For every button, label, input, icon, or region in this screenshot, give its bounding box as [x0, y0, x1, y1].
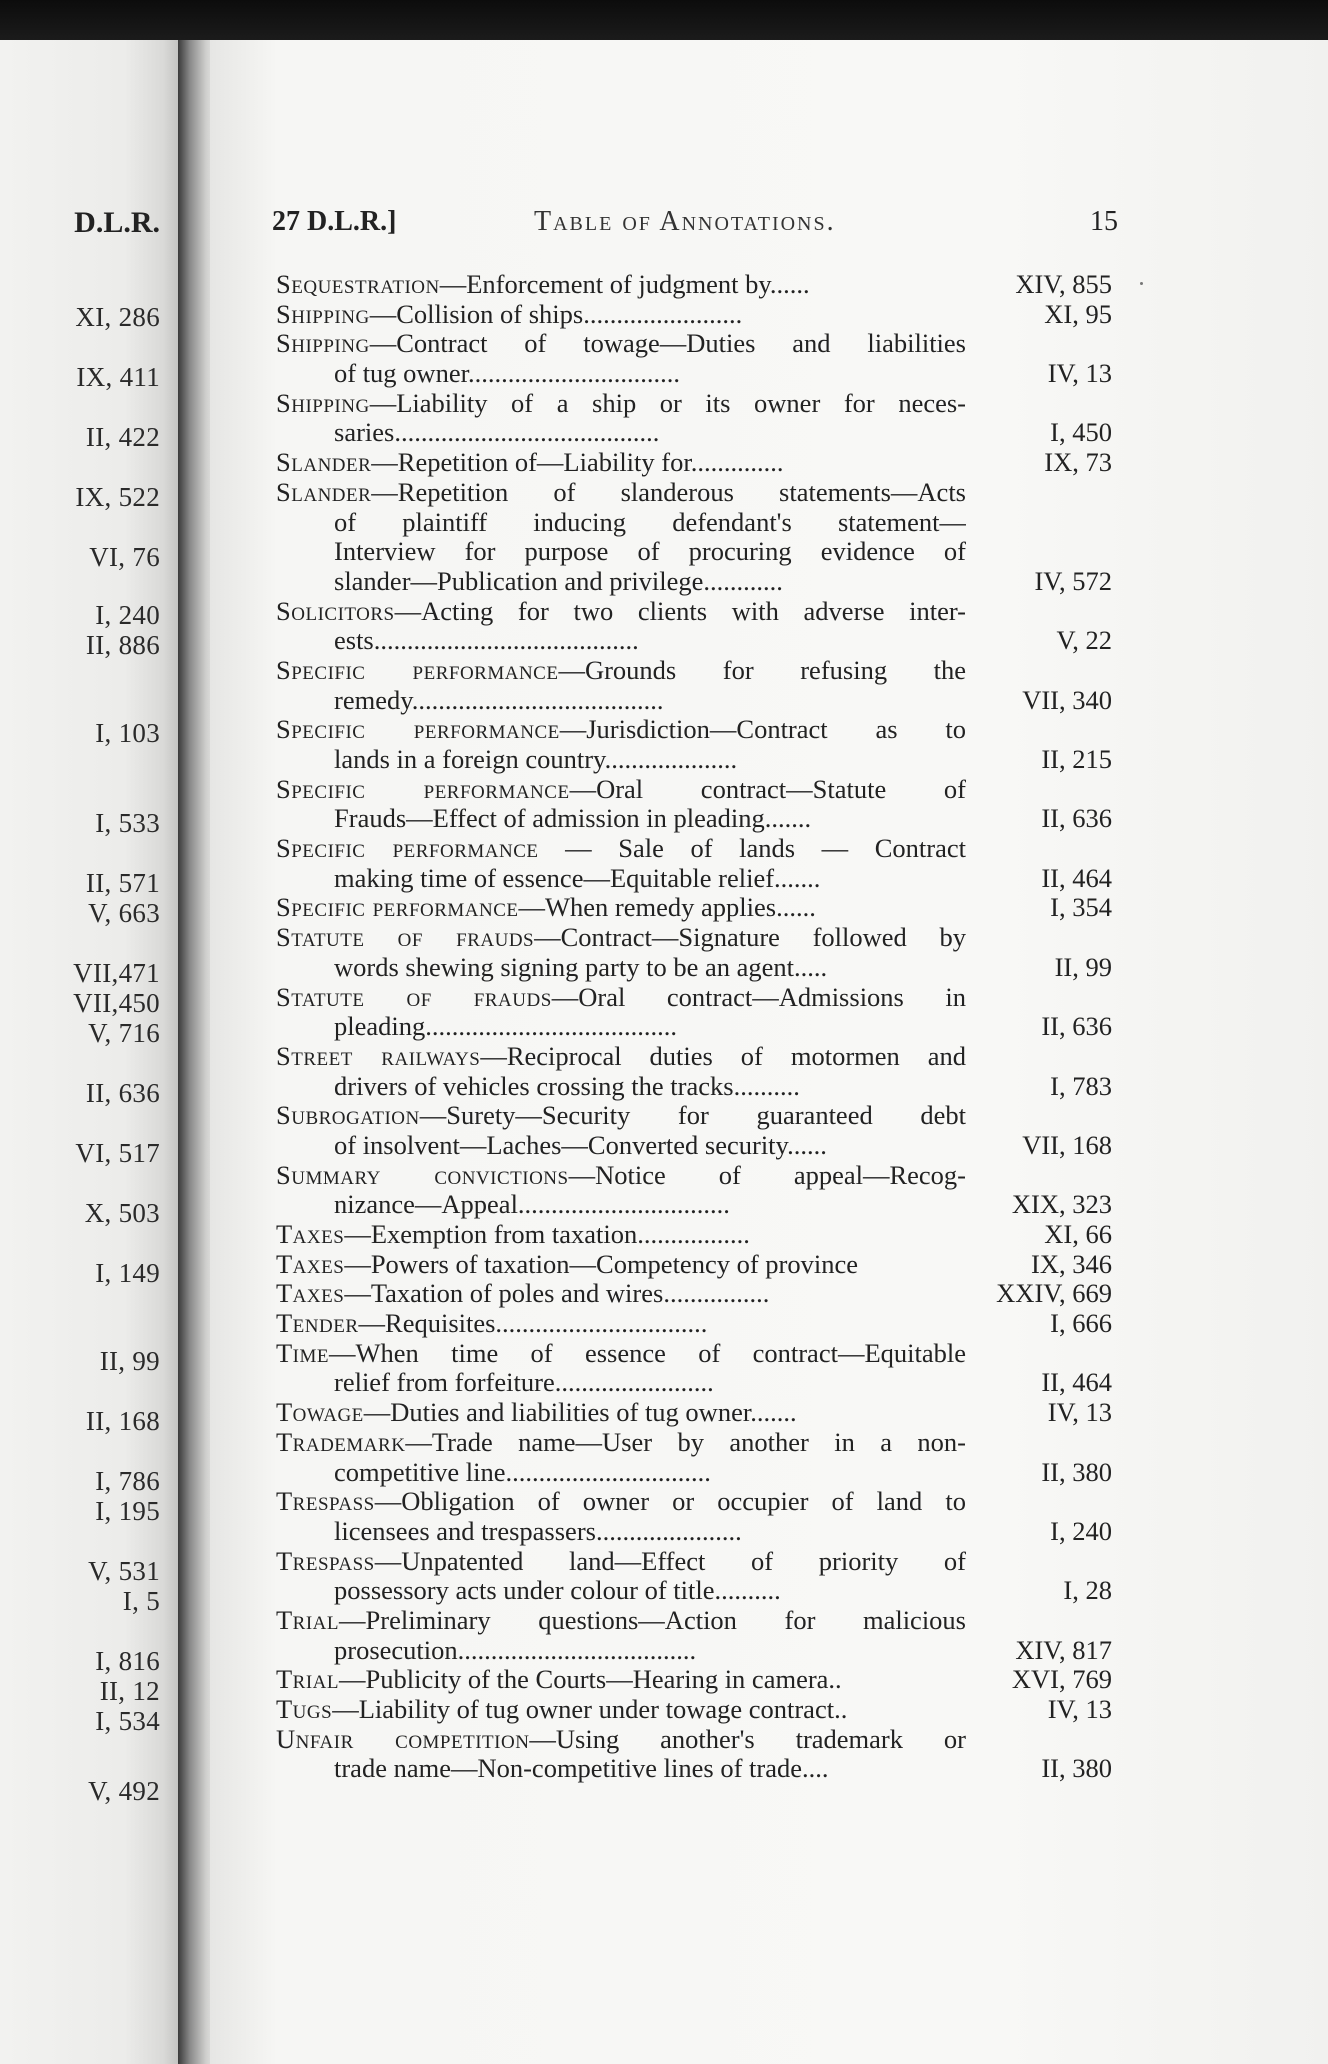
- index-heading: Taxes: [276, 1249, 345, 1279]
- previous-page-reference: I, 786: [95, 1466, 160, 1496]
- index-entry: [276, 1725, 1118, 1784]
- index-description: —Enforcement of judgment by......: [439, 270, 810, 299]
- previous-page-reference: I, 240: [95, 600, 160, 630]
- index-entry: [276, 1250, 1118, 1280]
- index-description: —Publicity of the Courts—Hearing in camera..: [339, 1665, 842, 1695]
- volume-page-reference: XXIV, 669: [996, 1278, 1112, 1309]
- index-description: nizance—Appeal................................: [334, 1190, 730, 1220]
- index-entry-text: [276, 1279, 966, 1309]
- running-head: [272, 206, 1118, 246]
- volume-page-reference: II, 636: [1041, 803, 1112, 834]
- index-description: —When time of essence of contract—Equitable: [329, 1338, 966, 1368]
- previous-page-reference: V, 716: [88, 1018, 160, 1048]
- index-entry-text: [276, 448, 966, 478]
- index-description: —Taxation of poles and wires................: [344, 1279, 770, 1309]
- index-heading: Time: [276, 1338, 330, 1368]
- index-entry-line: [276, 1517, 1118, 1547]
- index-description: —Duties and liabilities of tug owner.......: [363, 1398, 797, 1428]
- index-entry-line: [276, 953, 1118, 983]
- index-entry-line: [276, 1012, 1118, 1042]
- index-description: —Surety—Security for guaranteed debt: [419, 1101, 966, 1131]
- index-heading: Street railways: [276, 1041, 481, 1071]
- index-description: —Powers of taxation—Competency of province: [344, 1249, 858, 1279]
- volume-page-reference: II, 380: [1041, 1753, 1112, 1784]
- index-entry-text: [276, 983, 966, 1013]
- index-entry-line: [276, 1072, 1118, 1102]
- index-description: lands in a foreign country....................: [334, 745, 738, 774]
- index-description: —Liability of a ship or its owner for neces-: [369, 388, 966, 418]
- volume-page-reference: II, 380: [1041, 1456, 1112, 1487]
- volume-page-reference: IX, 346: [1031, 1248, 1112, 1279]
- previous-page-reference: II, 168: [85, 1406, 160, 1436]
- index-heading: Unfair competition: [276, 1724, 530, 1754]
- index-entry-text: [334, 1576, 966, 1606]
- index-description: —Jurisdiction—Contract as to: [559, 715, 966, 745]
- index-entry: [276, 656, 1118, 715]
- index-entry: [276, 1487, 1118, 1546]
- index-heading: Trial: [276, 1605, 340, 1635]
- previous-page-reference: I, 5: [122, 1586, 160, 1616]
- index-description: trade name—Non-competitive lines of trade....: [334, 1754, 829, 1784]
- index-entry-line: [276, 270, 1118, 300]
- index-entry-text: [276, 478, 966, 508]
- index-description: —Notice of appeal—Recog-: [568, 1160, 966, 1190]
- volume-page-reference: XI, 95: [1044, 298, 1112, 329]
- index-description: pleading......................................: [334, 1012, 677, 1042]
- index-description: slander—Publication and privilege............: [334, 566, 783, 596]
- page-number: 15: [1090, 206, 1118, 237]
- volume-page-reference: IV, 13: [1047, 358, 1112, 389]
- index-description: —Grounds for refusing the: [558, 655, 966, 685]
- index-entry-text: [334, 567, 966, 597]
- index-entry-text: [276, 893, 966, 923]
- volume-page-reference: II, 99: [1054, 951, 1112, 982]
- index-entry-text: [276, 1487, 966, 1517]
- index-description: possessory acts under colour of title..........: [334, 1576, 781, 1606]
- index-entry-line: [276, 1339, 1118, 1369]
- index-heading: Statute of frauds: [276, 982, 552, 1012]
- index-entry-text: [334, 745, 966, 775]
- index-entry-text: [334, 1072, 966, 1102]
- index-entry: [276, 1695, 1118, 1725]
- index-entry: [276, 1220, 1118, 1250]
- index-heading: Specific performance: [276, 655, 559, 685]
- index-entry-text: [334, 508, 966, 538]
- previous-page-reference: V, 531: [88, 1556, 160, 1586]
- index-heading: Towage: [276, 1398, 364, 1428]
- index-entry: [276, 834, 1118, 893]
- previous-page-reference: II, 12: [99, 1676, 160, 1706]
- volume-label: 27 D.L.R.]: [272, 206, 397, 237]
- index-entry-text: [276, 1339, 966, 1369]
- index-entry-line: [276, 1547, 1118, 1577]
- index-heading: Trial: [276, 1665, 340, 1695]
- index-entry-text: [276, 1101, 966, 1131]
- index-heading: Specific performance: [276, 893, 519, 923]
- previous-page-reference: V, 663: [88, 898, 160, 928]
- index-entry-text: [276, 1309, 966, 1339]
- index-description: saries........................................: [334, 418, 660, 448]
- index-entry-line: [276, 1131, 1118, 1161]
- index-entry-text: [276, 1695, 966, 1725]
- index-entry-text: [276, 1398, 966, 1428]
- volume-page-reference: IX, 73: [1044, 447, 1112, 478]
- previous-page-reference: V, 492: [88, 1776, 160, 1806]
- previous-page-reference: XI, 286: [75, 302, 160, 332]
- index-entry-text: [276, 1161, 966, 1191]
- index-heading: Trademark: [276, 1427, 406, 1457]
- index-entry-line: [276, 1458, 1118, 1488]
- previous-page-reference: VI, 76: [89, 542, 160, 572]
- index-entry-line: [276, 1576, 1118, 1606]
- index-description: —Unpatented land—Effect of priority of: [374, 1546, 966, 1576]
- index-heading: Tugs: [276, 1695, 333, 1724]
- index-description: remedy......................................: [334, 685, 664, 715]
- index-entry-line: [276, 1368, 1118, 1398]
- index-heading: Subrogation: [276, 1101, 420, 1131]
- volume-page-reference: VII, 168: [1022, 1129, 1112, 1160]
- previous-page-reference: II, 571: [85, 868, 160, 898]
- index-entry-line: [276, 1606, 1118, 1636]
- index-entry-line: [276, 1161, 1118, 1191]
- index-description: making time of essence—Equitable relief.......: [334, 863, 821, 893]
- index-description: —Oral contract—Statute of: [569, 774, 966, 804]
- previous-page-reference: II, 422: [85, 422, 160, 452]
- index-entry-line: [276, 537, 1118, 567]
- volume-page-reference: II, 464: [1041, 862, 1112, 893]
- index-entry: [276, 1428, 1118, 1487]
- index-entry: [276, 1309, 1118, 1339]
- index-entry: [276, 1339, 1118, 1398]
- volume-page-reference: IV, 13: [1047, 1694, 1112, 1724]
- index-entry-line: [276, 1220, 1118, 1250]
- index-entry-line: [276, 478, 1118, 508]
- index-heading: Shipping: [276, 299, 370, 329]
- index-description: words shewing signing party to be an agent.....: [334, 952, 828, 982]
- index-entry: [276, 597, 1118, 656]
- index-heading: Slander: [276, 448, 372, 478]
- volume-page-reference: I, 450: [1050, 417, 1112, 448]
- index-entry-line: [276, 864, 1118, 894]
- index-entry-text: [276, 597, 966, 627]
- scan-top-edge: [0, 0, 1328, 40]
- previous-page-reference: I, 103: [95, 718, 160, 748]
- volume-page-reference: I, 240: [1050, 1515, 1112, 1546]
- index-entry-line: [276, 1250, 1118, 1280]
- page-title: Table of Annotations.: [534, 206, 836, 237]
- index-entry-text: [334, 1131, 966, 1161]
- index-description: —Obligation of owner or occupier of land to: [374, 1487, 966, 1517]
- volume-page-reference: II, 464: [1041, 1367, 1112, 1398]
- index-entry-line: [276, 656, 1118, 686]
- index-entry-line: [276, 389, 1118, 419]
- index-entry-text: [276, 1220, 966, 1250]
- index-entry-line: [276, 567, 1118, 597]
- index-heading: Trespass: [276, 1487, 375, 1517]
- volume-page-reference: II, 636: [1041, 1011, 1112, 1042]
- index-description: —Liability of tug owner under towage contract..: [332, 1695, 848, 1724]
- index-entry: [276, 715, 1118, 774]
- index-heading: Summary convictions: [276, 1160, 569, 1190]
- index-description: —Reciprocal duties of motormen and: [480, 1041, 966, 1071]
- index-entry-text: [334, 626, 966, 656]
- index-entry-line: [276, 804, 1118, 834]
- index-entry-text: [276, 1250, 966, 1280]
- index-description: —Contract—Signature followed by: [534, 923, 966, 953]
- index-entry-line: [276, 686, 1118, 716]
- index-description: competitive line...............................: [334, 1457, 711, 1487]
- index-heading: Taxes: [276, 1220, 345, 1249]
- index-entry-text: [276, 329, 966, 359]
- volume-page-reference: XIV, 817: [1015, 1634, 1112, 1665]
- index-description: —Contract of towage—Duties and liabilities: [369, 329, 966, 359]
- index-description: Frauds—Effect of admission in pleading.......: [334, 804, 812, 834]
- index-entry-line: [276, 1487, 1118, 1517]
- index-entry-line: [276, 329, 1118, 359]
- index-entry: [276, 1161, 1118, 1220]
- index-heading: Specific performance: [276, 834, 539, 864]
- previous-page-reference: II, 99: [99, 1346, 160, 1376]
- index-description: of insolvent—Laches—Converted security......: [334, 1130, 827, 1160]
- index-entry-line: [276, 715, 1118, 745]
- index-description: Interview for purpose of procuring evidence of: [334, 537, 966, 567]
- index-heading: Statute of frauds: [276, 923, 535, 953]
- previous-page-reference: VII,471: [73, 958, 160, 988]
- index-description: —Exemption from taxation.................: [344, 1220, 750, 1249]
- index-entry-text: [334, 804, 966, 834]
- index-entry: [276, 270, 1118, 300]
- index-entry-line: [276, 983, 1118, 1013]
- previous-page-reference: I, 816: [95, 1646, 160, 1676]
- index-description: —When remedy applies......: [518, 893, 816, 923]
- index-entry-line: [276, 923, 1118, 953]
- index-entry-text: [276, 1042, 966, 1072]
- index-entry-text: [276, 1665, 966, 1695]
- volume-page-reference: II, 215: [1041, 744, 1112, 774]
- index-entry-line: [276, 1695, 1118, 1725]
- index-entry-text: [334, 537, 966, 567]
- index-description: —Trade name—User by another in a non-: [405, 1427, 966, 1457]
- previous-page-reference: VII,450: [73, 988, 160, 1018]
- index-entry: [276, 1042, 1118, 1101]
- volume-page-reference: VII, 340: [1022, 684, 1112, 715]
- index-entry-text: [334, 1754, 966, 1784]
- index-description: —Oral contract—Admissions in: [551, 982, 966, 1012]
- index-entry-line: [276, 359, 1118, 389]
- volume-page-reference: XVI, 769: [1011, 1664, 1112, 1695]
- index-description: drivers of vehicles crossing the tracks..........: [334, 1071, 800, 1101]
- index-entry: [276, 300, 1118, 330]
- index-entry-text: [276, 300, 966, 330]
- index-entry: [276, 1547, 1118, 1606]
- index-entry-text: [334, 359, 966, 389]
- volume-page-reference: XI, 66: [1044, 1219, 1112, 1249]
- index-entry: [276, 478, 1118, 597]
- index-entry-line: [276, 597, 1118, 627]
- index-entry-line: [276, 834, 1118, 864]
- volume-page-reference: IV, 13: [1047, 1397, 1112, 1428]
- index-heading: Shipping: [276, 388, 370, 418]
- index-description: —Acting for two clients with adverse inter-: [394, 596, 966, 626]
- index-entry-text: [334, 1368, 966, 1398]
- index-entry-line: [276, 1636, 1118, 1666]
- index-entry-line: [276, 1665, 1118, 1695]
- index-entry-text: [276, 389, 966, 419]
- index-entry-line: [276, 745, 1118, 775]
- previous-page: [0, 40, 178, 2064]
- index-entry: [276, 1101, 1118, 1160]
- index-description: licensees and trespassers......................: [334, 1516, 742, 1546]
- index-description: relief from forfeiture........................: [334, 1368, 714, 1398]
- index-entry-text: [276, 775, 966, 805]
- index-entry-text: [276, 715, 966, 745]
- index-description: —Collision of ships........................: [369, 299, 743, 329]
- index-entry-text: [334, 953, 966, 983]
- index-entry-line: [276, 1042, 1118, 1072]
- index-entry-text: [276, 834, 966, 864]
- previous-page-reference: VI, 517: [75, 1138, 160, 1168]
- previous-page-reference: I, 533: [95, 808, 160, 838]
- index-description: —Preliminary questions—Action for malicious: [339, 1605, 966, 1635]
- volume-page-reference: V, 22: [1056, 625, 1112, 656]
- volume-page-reference: I, 28: [1063, 1575, 1112, 1606]
- index-description: of tug owner................................: [334, 359, 680, 389]
- index-entry-line: [276, 1754, 1118, 1784]
- index-heading: Taxes: [276, 1279, 345, 1309]
- previous-page-reference: I, 195: [95, 1496, 160, 1526]
- index-description: —Requisites................................: [358, 1309, 708, 1339]
- index-entry-line: [276, 418, 1118, 448]
- index-heading: Sequestration: [276, 270, 440, 299]
- previous-page-reference: I, 149: [95, 1258, 160, 1288]
- index-entry-line: [276, 448, 1118, 478]
- index-entry: [276, 923, 1118, 982]
- index-heading: Specific performance: [276, 715, 560, 745]
- volume-page-reference: XIV, 855: [1015, 269, 1112, 299]
- index-entry: [276, 448, 1118, 478]
- index-description: —Using another's trademark or: [529, 1724, 966, 1754]
- index-entry: [276, 1398, 1118, 1428]
- index-entry: [276, 1665, 1118, 1695]
- volume-page-reference: I, 666: [1050, 1308, 1112, 1339]
- index-entry-text: [334, 1517, 966, 1547]
- index-entry-text: [276, 1547, 966, 1577]
- index-entry-line: [276, 626, 1118, 656]
- index-heading: Shipping: [276, 329, 370, 359]
- index-entry-line: [276, 893, 1118, 923]
- annotation-index: [276, 270, 1118, 1784]
- index-entry-text: [276, 1428, 966, 1458]
- index-entry-line: [276, 1309, 1118, 1339]
- volume-page-reference: I, 783: [1050, 1070, 1112, 1101]
- index-entry-line: [276, 508, 1118, 538]
- index-entry-text: [334, 1012, 966, 1042]
- index-entry-line: [276, 1101, 1118, 1131]
- index-entry: [276, 775, 1118, 834]
- index-entry-line: [276, 300, 1118, 330]
- previous-page-reference: II, 886: [85, 630, 160, 660]
- volume-page-reference: XIX, 323: [1011, 1189, 1112, 1220]
- index-description: —Repetition of slanderous statements—Acts: [371, 477, 966, 507]
- index-entry: [276, 329, 1118, 388]
- index-entry-text: [334, 864, 966, 894]
- volume-page-reference: I, 354: [1050, 892, 1112, 923]
- index-heading: Solicitors: [276, 596, 395, 626]
- index-entry-line: [276, 1398, 1118, 1428]
- index-entry: [276, 1606, 1118, 1665]
- index-entry: [276, 1279, 1118, 1309]
- index-entry-line: [276, 1190, 1118, 1220]
- index-entry-line: [276, 1428, 1118, 1458]
- scan-speck: [1140, 282, 1143, 285]
- index-entry: [276, 983, 1118, 1042]
- index-entry-text: [334, 1458, 966, 1488]
- index-entry-line: [276, 1279, 1118, 1309]
- index-entry-text: [334, 686, 966, 716]
- index-description: ests........................................: [334, 626, 639, 656]
- index-heading: Slander: [276, 477, 372, 507]
- index-entry-text: [276, 1606, 966, 1636]
- index-entry-text: [276, 923, 966, 953]
- index-entry-text: [334, 1190, 966, 1220]
- previous-page-reference: IX, 411: [76, 362, 160, 392]
- index-entry-text: [276, 656, 966, 686]
- volume-page-reference: IV, 572: [1034, 565, 1112, 596]
- index-description: —Repetition of—Liability for..............: [371, 448, 784, 478]
- previous-page-header: D.L.R.: [74, 206, 160, 239]
- index-entry: [276, 389, 1118, 448]
- index-entry-text: [334, 1636, 966, 1666]
- previous-page-reference: IX, 522: [75, 482, 160, 512]
- index-entry-line: [276, 775, 1118, 805]
- index-entry-text: [334, 418, 966, 448]
- index-entry-text: [276, 1725, 966, 1755]
- index-description: prosecution....................................: [334, 1635, 697, 1665]
- index-description: — Sale of lands — Contract: [538, 834, 966, 864]
- index-entry-line: [276, 1725, 1118, 1755]
- previous-page-reference: I, 534: [95, 1706, 160, 1736]
- index-heading: Specific performance: [276, 774, 570, 804]
- previous-page-reference: II, 636: [85, 1078, 160, 1108]
- index-entry: [276, 893, 1118, 923]
- index-entry-text: [276, 270, 966, 300]
- index-heading: Trespass: [276, 1546, 375, 1576]
- index-description: of plaintiff inducing defendant's statement—: [334, 507, 966, 537]
- index-heading: Tender: [276, 1309, 359, 1339]
- previous-page-reference: X, 503: [84, 1198, 160, 1228]
